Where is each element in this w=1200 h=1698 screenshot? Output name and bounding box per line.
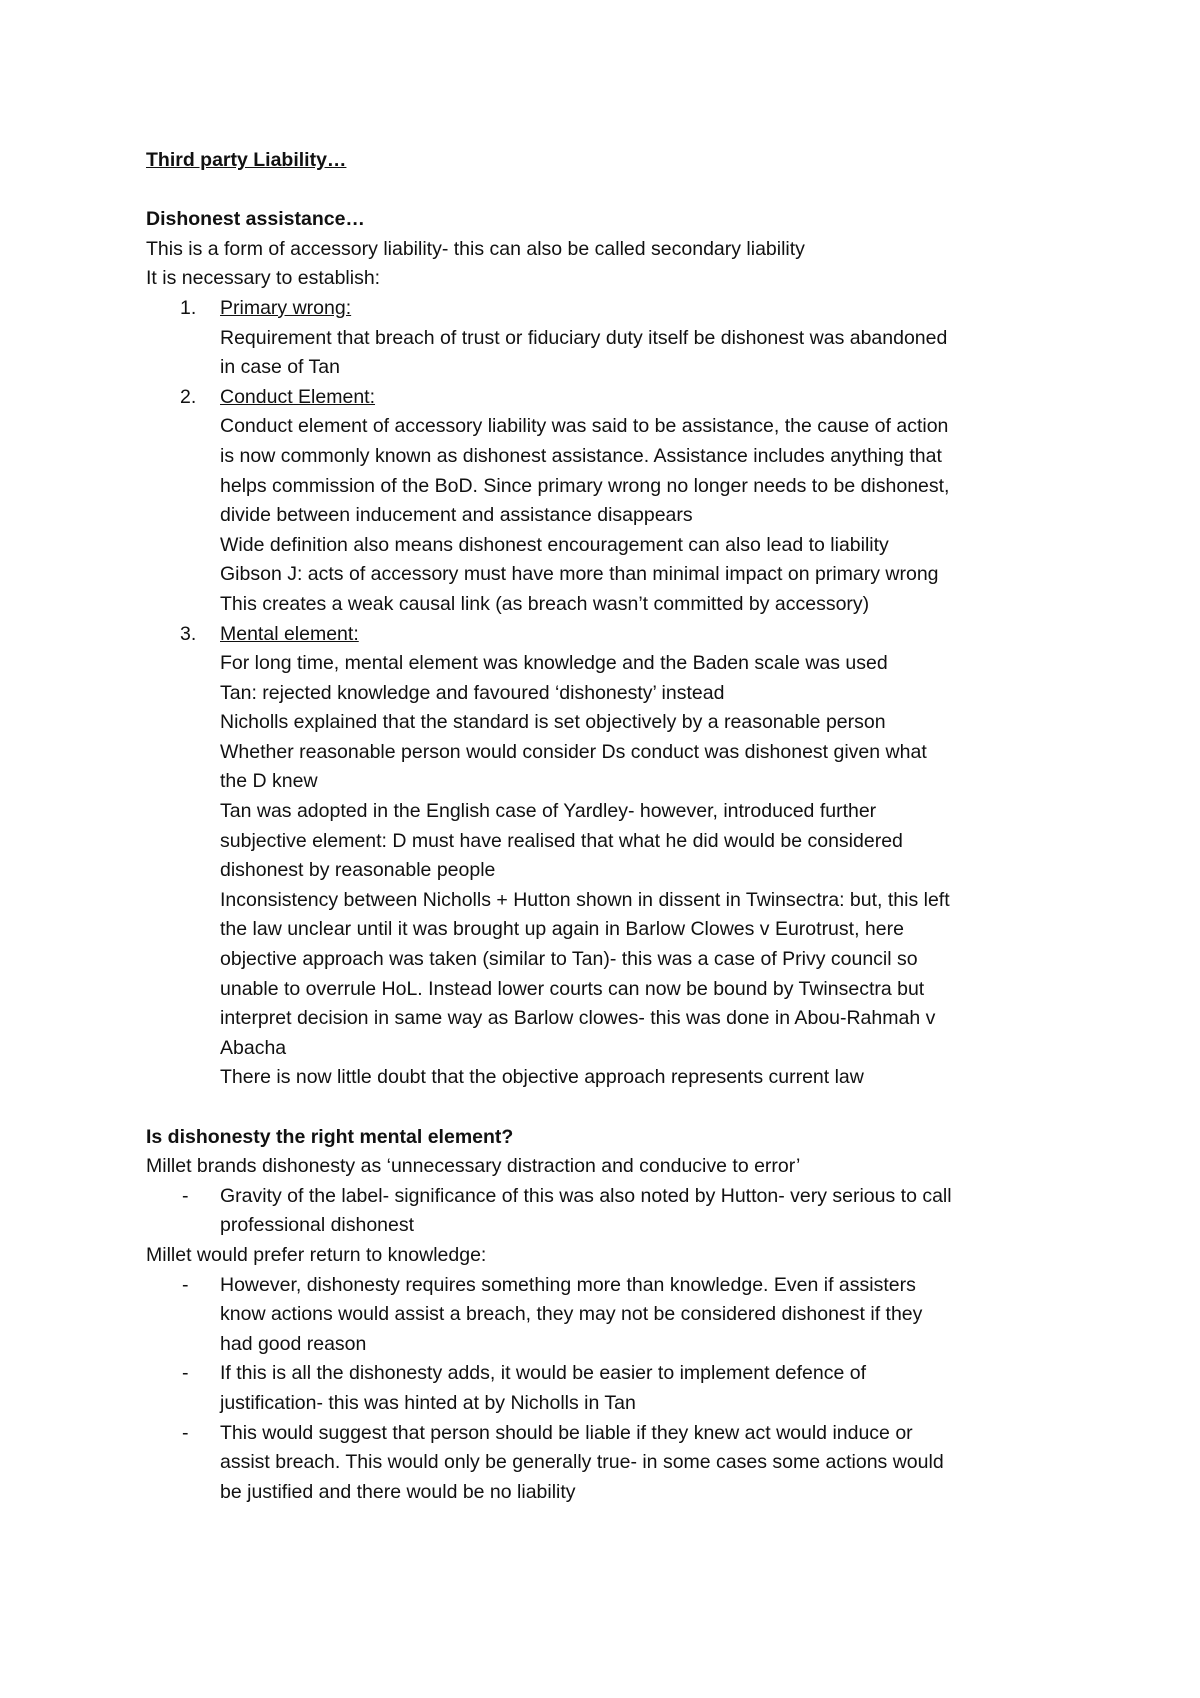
- item-text-line: divide between inducement and assistance disappears: [220, 504, 693, 527]
- item-text-line: Gibson J: acts of accessory must have more than minimal impact on primary wrong: [220, 563, 939, 586]
- item-text-line: unable to overrule HoL. Instead lower courts can now be bound by Twinsectra but: [220, 977, 925, 1000]
- item-text-line: Tan: rejected knowledge and favoured ‘dishonesty’ instead: [220, 681, 725, 704]
- bullet-item: [146, 1359, 1086, 1389]
- bullet-dash: -: [182, 1184, 189, 1207]
- bullet-text-line: be justified and there would be no liability: [220, 1480, 576, 1503]
- list-number: 2.: [180, 385, 197, 408]
- document-title: Third party Liability…: [146, 149, 347, 171]
- bullet-text-line: assist breach. This would only be generally true- in some cases some actions would: [220, 1451, 944, 1474]
- bullet-text-line: had good reason: [220, 1332, 367, 1355]
- item-text-line: Inconsistency between Nicholls + Hutton shown in dissent in Twinsectra: but, this left: [220, 888, 950, 911]
- numbered-item-mental-element: [146, 620, 1086, 650]
- item-text-line: Whether reasonable person would consider Ds conduct was dishonest given what: [220, 740, 927, 763]
- bullet-item: [146, 1182, 1086, 1212]
- item-text-line: interpret decision in same way as Barlow clowes- this was done in Abou-Rahmah v: [220, 1007, 936, 1030]
- section-heading-dishonest-assistance: Dishonest assistance…: [146, 208, 365, 231]
- paragraph-line: Millet brands dishonesty as ‘unnecessary distraction and conducive to error’: [146, 1155, 801, 1178]
- bullet-item: [146, 1271, 1086, 1301]
- item-text-line: helps commission of the BoD. Since primary wrong no longer needs to be dishonest,: [220, 474, 950, 497]
- item-text-line: This creates a weak causal link (as breach wasn’t committed by accessory): [220, 592, 870, 615]
- bullet-dash: -: [182, 1421, 189, 1444]
- bullet-text: If this is all the dishonesty adds, it would be easier to implement defence of: [220, 1362, 867, 1385]
- numbered-item-conduct-element: [146, 383, 1086, 413]
- item-text-line: in case of Tan: [220, 356, 340, 379]
- item-text-line: Wide definition also means dishonest encouragement can also lead to liability: [220, 533, 889, 556]
- item-text-line: subjective element: D must have realised that what he did would be considered: [220, 829, 903, 852]
- item-text-line: the law unclear until it was brought up again in Barlow Clowes v Eurotrust, here: [220, 918, 904, 941]
- bullet-item: [146, 1419, 1086, 1449]
- item-label: Primary wrong:: [220, 296, 352, 319]
- paragraph-line: This is a form of accessory liability- this can also be called secondary liability: [146, 237, 805, 260]
- item-text-line: the D knew: [220, 770, 318, 793]
- bullet-text-line: justification- this was hinted at by Nicholls in Tan: [220, 1391, 636, 1414]
- bullet-dash: -: [182, 1362, 189, 1385]
- item-text-line: Conduct element of accessory liability was said to be assistance, the cause of action: [220, 415, 949, 438]
- bullet-dash: -: [182, 1273, 189, 1296]
- item-text-line: dishonest by reasonable people: [220, 859, 496, 882]
- item-text-line: objective approach was taken (similar to Tan)- this was a case of Privy council so: [220, 948, 918, 971]
- item-text-line: There is now little doubt that the objective approach represents current law: [220, 1066, 864, 1089]
- item-text-line: Nicholls explained that the standard is set objectively by a reasonable person: [220, 711, 886, 734]
- bullet-text-line: know actions would assist a breach, they may not be considered dishonest if they: [220, 1303, 923, 1326]
- spacer: [146, 1093, 1086, 1123]
- numbered-item-primary-wrong: [146, 294, 1086, 324]
- item-text-line: Requirement that breach of trust or fiduciary duty itself be dishonest was abandoned: [220, 326, 948, 349]
- spacer: [146, 176, 1086, 206]
- bullet-text: Gravity of the label- significance of this was also noted by Hutton- very serious to call: [220, 1184, 952, 1207]
- section-heading-right-mental-element: Is dishonesty the right mental element?: [146, 1125, 514, 1148]
- item-text-line: Tan was adopted in the English case of Yardley- however, introduced further: [220, 800, 877, 823]
- paragraph-line: Millet would prefer return to knowledge:: [146, 1243, 487, 1266]
- list-number: 3.: [180, 622, 197, 645]
- item-text-line: Abacha: [220, 1036, 287, 1059]
- list-number: 1.: [180, 296, 197, 319]
- paragraph-line: It is necessary to establish:: [146, 267, 381, 290]
- item-label: Mental element:: [220, 622, 359, 645]
- bullet-text: This would suggest that person should be liable if they knew act would induce or: [220, 1421, 913, 1444]
- bullet-text-line: professional dishonest: [220, 1214, 415, 1237]
- document-page: [146, 146, 1086, 1507]
- item-label: Conduct Element:: [220, 385, 376, 408]
- item-text-line: is now commonly known as dishonest assistance. Assistance includes anything that: [220, 444, 942, 467]
- bullet-text: However, dishonesty requires something more than knowledge. Even if assisters: [220, 1273, 916, 1296]
- item-text-line: For long time, mental element was knowledge and the Baden scale was used: [220, 652, 888, 675]
